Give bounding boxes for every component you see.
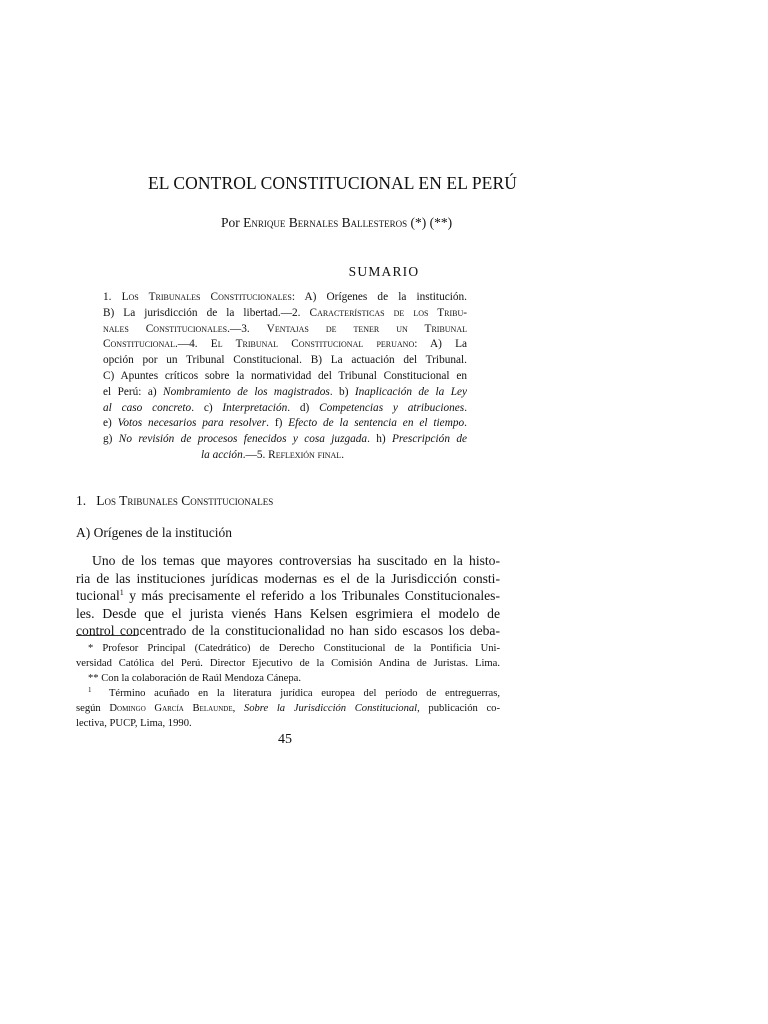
- summary-text: El Tribunal Constitucional peruano: [210, 338, 415, 351]
- summary-text: : A) La: [414, 338, 468, 351]
- summary-line: [103, 369, 467, 385]
- body-line: control concentrado de la constitucionalidad no han sido escasos los deba-: [76, 623, 500, 638]
- footnote-text: ,: [232, 702, 244, 714]
- summary-text: opción por un Tribunal Constitucional. B) La actuación del Tribunal.: [103, 354, 467, 367]
- summary-text: Interpretación: [222, 401, 288, 414]
- summary-text: . d): [287, 401, 320, 414]
- footnote-line: ** Con la colaboración de Raúl Mendoza Cánepa.: [88, 672, 301, 684]
- summary-line: [103, 401, 467, 417]
- body-line-text: y más precisamente el referido a los Tribunales Constitucionales-: [123, 588, 500, 603]
- footnotes: [76, 642, 500, 731]
- body-line: les. Desde que el jurista vienés Hans Kelsen esgrimiera el modelo de: [76, 605, 500, 621]
- author-byline: [221, 215, 452, 231]
- summary-text: . h): [367, 433, 393, 446]
- summary-line: [103, 448, 467, 464]
- summary-text: .—4.: [174, 338, 211, 351]
- footnote-mark: 1: [88, 685, 92, 694]
- footnote-line: [76, 687, 500, 702]
- summary-line: [103, 416, 467, 432]
- summary-text: Prescripción de: [392, 433, 467, 446]
- cited-title: Sobre la Jurisdicción Constitucional: [243, 702, 418, 714]
- body-line: ria de las instituciones jurídicas modernas es el de la Jurisdicción consti-: [76, 570, 500, 586]
- footnote-ref: 1: [119, 588, 124, 597]
- summary-text: Inaplicación de la Ley: [354, 385, 468, 398]
- footnote-line: [76, 702, 500, 717]
- summary-text: . b): [329, 385, 355, 398]
- byline-marks: (*) (**): [407, 215, 453, 230]
- summary-text: C) Apuntes críticos sobre la normatividad del Tribunal Constitucional en: [103, 369, 467, 382]
- summary-line: [103, 322, 467, 338]
- summary-text: .—5.: [242, 448, 269, 461]
- footnote-line: lectiva, PUCP, Lima, 1990.: [76, 717, 192, 729]
- cited-author: Domingo García Belaunde: [109, 702, 233, 714]
- summary-text: el Perú: a): [103, 385, 164, 398]
- summary-text: B) La jurisdicción de la libertad.—2.: [103, 306, 310, 319]
- summary-text: Reflexión final: [268, 448, 342, 461]
- article-title: EL CONTROL CONSTITUCIONAL EN EL PERÚ: [148, 173, 517, 193]
- body-line-text: tucional: [76, 588, 120, 603]
- footnote-text: Término acuñado en la literatura jurídica europea del período de entreguerras,: [108, 687, 501, 699]
- summary-text: Nombramiento de los magistrados: [163, 385, 330, 398]
- summary-text: Ventajas de tener un Tribunal: [266, 322, 467, 335]
- section-title: Los Tribunales Constitucionales: [96, 493, 274, 508]
- summary-text: Competencias y atribuciones: [319, 401, 465, 414]
- subsection-heading: A) Orígenes de la institución: [76, 525, 232, 540]
- summary-line: [103, 353, 467, 369]
- summary-text: : A) Orígenes de la institución.: [291, 291, 467, 303]
- summary-line: [103, 290, 467, 306]
- summary-text: g): [103, 433, 119, 446]
- body-line: [76, 587, 500, 605]
- summary-line: [103, 306, 467, 322]
- summary-text: .: [464, 417, 467, 430]
- summary-text: . c): [191, 401, 223, 414]
- summary-text: .—3.: [227, 322, 267, 335]
- footnote-line: * Profesor Principal (Catedrático) de Derecho Constitucional de la Pontificia Uni-: [88, 643, 500, 654]
- byline-prefix: Por: [221, 215, 244, 230]
- summary-text: .: [341, 448, 345, 461]
- summary-text: al caso concreto: [103, 401, 192, 414]
- body-paragraph: [76, 552, 500, 640]
- summary-block: [103, 290, 467, 464]
- summary-text: Efecto de la sentencia en el tiempo: [288, 417, 465, 430]
- summary-text: Constitucional: [103, 338, 175, 351]
- summary-heading: SUMARIO: [348, 264, 420, 279]
- summary-text: Características de los Tribu-: [309, 306, 468, 319]
- summary-text: la acción: [201, 448, 243, 461]
- section-number: 1.: [76, 493, 87, 508]
- footnote-text: , publicación co-: [417, 702, 501, 714]
- summary-text: e): [103, 417, 118, 430]
- page-number: 45: [278, 732, 292, 747]
- footnote-line: versidad Católica del Perú. Director Ejecutivo de la Comisión Andina de Juristas. Lima.: [76, 657, 500, 669]
- author-name: Enrique Bernales Ballesteros: [243, 215, 408, 230]
- summary-line: [103, 385, 467, 401]
- summary-text: Votos necesarios para resolver: [117, 417, 267, 430]
- section-heading: [76, 493, 273, 509]
- summary-text: nales Constitucionales: [103, 322, 228, 335]
- body-line: Uno de los temas que mayores controversias ha suscitado en la histo-: [92, 553, 500, 568]
- summary-text: .: [464, 401, 468, 414]
- summary-text: No revisión de procesos fenecidos y cosa juzgada: [118, 433, 368, 446]
- summary-line: [103, 432, 467, 448]
- summary-text: . f): [266, 417, 289, 430]
- footnote-text: según: [76, 702, 110, 714]
- footnote-rule: [76, 635, 138, 636]
- summary-text: 1.: [103, 291, 122, 303]
- summary-line: [103, 337, 467, 353]
- summary-text: Los Tribunales Constitucionales: [121, 291, 292, 303]
